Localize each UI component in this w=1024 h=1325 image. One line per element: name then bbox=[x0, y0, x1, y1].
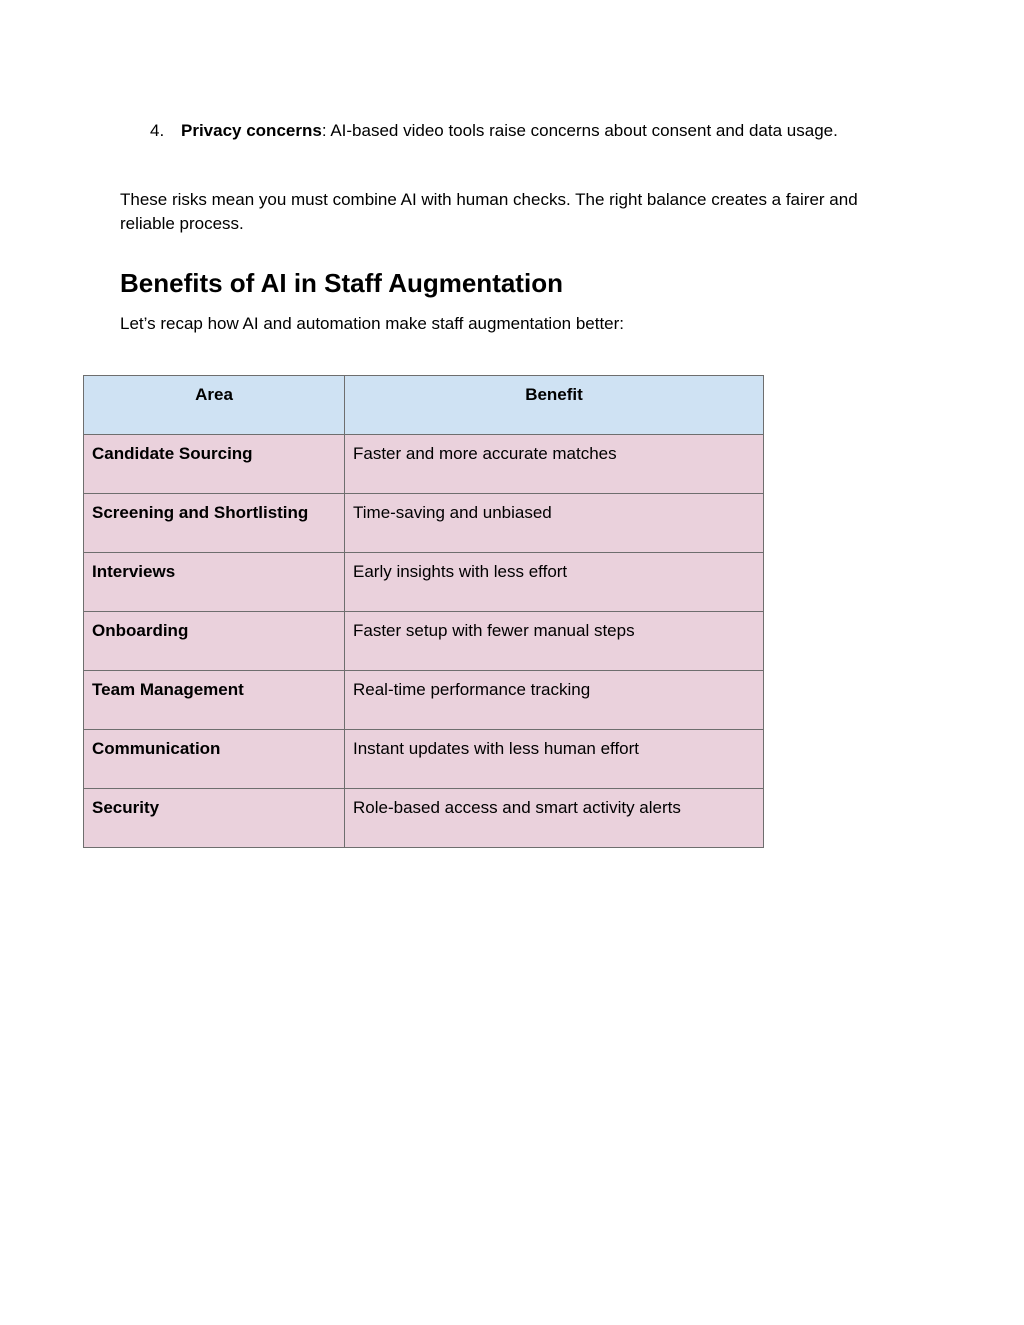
area-cell: Onboarding bbox=[84, 612, 345, 671]
list-item-privacy-concerns bbox=[150, 120, 838, 142]
table-row bbox=[84, 553, 764, 612]
area-cell: Communication bbox=[84, 730, 345, 789]
benefit-cell: Instant updates with less human effort bbox=[345, 730, 764, 789]
header-benefit: Benefit bbox=[345, 376, 764, 435]
benefit-cell: Role-based access and smart activity alerts bbox=[345, 789, 764, 848]
header-area: Area bbox=[84, 376, 345, 435]
area-cell: Screening and Shortlisting bbox=[84, 494, 345, 553]
list-text: : AI-based video tools raise concerns about consent and data usage. bbox=[321, 121, 838, 140]
benefit-cell: Time-saving and unbiased bbox=[345, 494, 764, 553]
list-number: 4. bbox=[150, 121, 165, 140]
benefits-table bbox=[83, 375, 764, 848]
table-row bbox=[84, 612, 764, 671]
benefit-cell: Real-time performance tracking bbox=[345, 671, 764, 730]
table-row bbox=[84, 730, 764, 789]
table-row bbox=[84, 435, 764, 494]
table-row bbox=[84, 671, 764, 730]
area-cell: Interviews bbox=[84, 553, 345, 612]
table-row bbox=[84, 494, 764, 553]
benefit-cell: Faster and more accurate matches bbox=[345, 435, 764, 494]
area-cell: Candidate Sourcing bbox=[84, 435, 345, 494]
table-header-row bbox=[84, 376, 764, 435]
area-cell: Team Management bbox=[84, 671, 345, 730]
risks-paragraph: These risks mean you must combine AI with human checks. The right balance creates a fairer and reliable process. bbox=[120, 190, 858, 233]
table-row bbox=[84, 789, 764, 848]
section-heading: Benefits of AI in Staff Augmentation bbox=[120, 268, 563, 298]
benefit-cell: Early insights with less effort bbox=[345, 553, 764, 612]
intro-text: Let’s recap how AI and automation make staff augmentation better: bbox=[120, 314, 625, 333]
area-cell: Security bbox=[84, 789, 345, 848]
benefit-cell: Faster setup with fewer manual steps bbox=[345, 612, 764, 671]
list-term: Privacy concerns bbox=[181, 121, 322, 140]
